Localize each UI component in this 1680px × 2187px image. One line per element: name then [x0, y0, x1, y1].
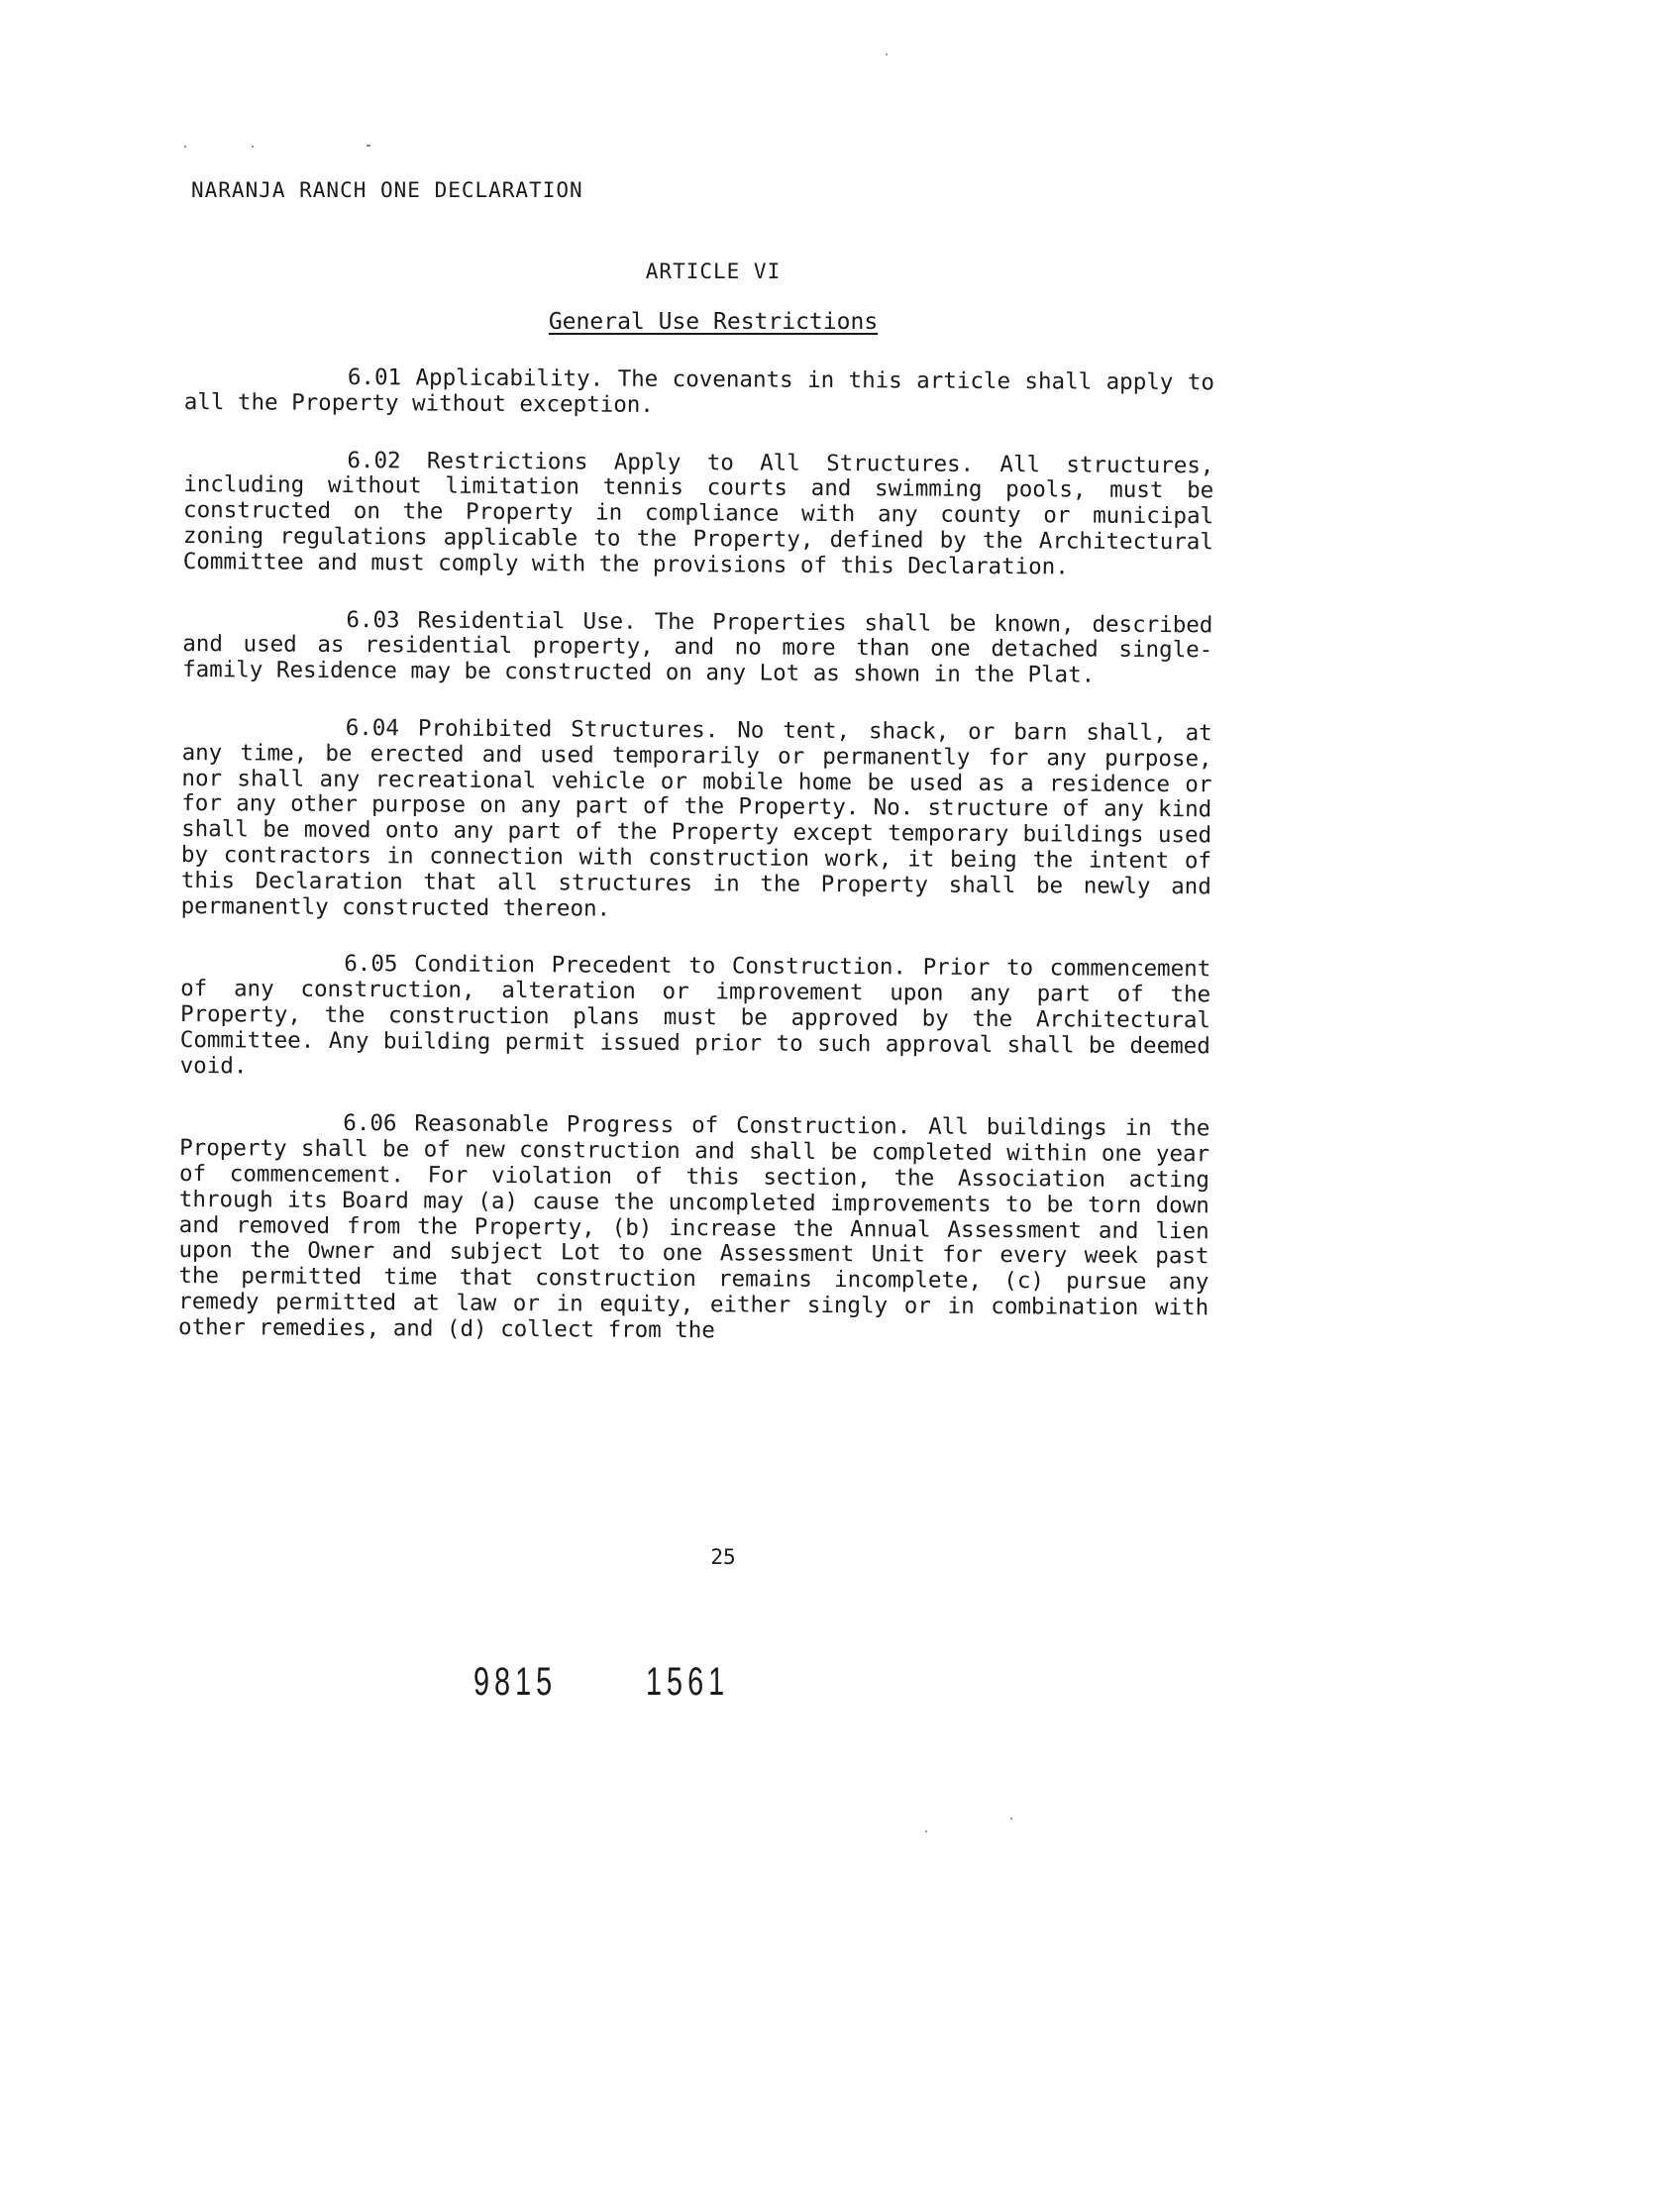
scan-speck	[367, 145, 370, 147]
record-book-stamp: 9815	[473, 1660, 558, 1704]
scan-speck	[886, 53, 888, 55]
paragraph-6-02: 6.02 Restrictions Apply to All Structures. All structures, including without limitation tennis courts and swimming pools, must be constructed on the Property in compliance with any county or municipal zoning regulations applicable to the Property, defined by the Architectural Committee and must comply with the provisions of this Declaration.	[182, 447, 1214, 580]
paragraph-6-03: 6.03 Residential Use. The Properties shall be known, described and used as residential property, and no more than one detached single-family Residence may be constructed on any Lot as shown in the Plat.	[182, 606, 1213, 688]
scan-speck	[925, 1830, 927, 1832]
paragraph-6-04: 6.04 Prohibited Structures. No tent, shack, or barn shall, at any time, be erected and used temporarily or permanently for any purpose, nor shall any recreational vehicle or mobile home be used as a residence or for any other purpose on any part of the Property. No. structure of any kind shall be moved onto any part of the Property except temporary buildings used by contractors in connection with construction work, it being the intent of this Declaration that all structures in the Property shall be newly and permanently constructed thereon.	[180, 714, 1212, 922]
section-heading: General Use Restrictions	[548, 309, 879, 335]
scan-speck	[184, 146, 186, 148]
article-body	[178, 364, 1214, 1379]
page-number: 25	[710, 1545, 736, 1569]
document-title: NARANJA RANCH ONE DECLARATION	[191, 178, 583, 202]
scan-speck	[1010, 1818, 1012, 1820]
record-page-stamp: 1561	[646, 1660, 730, 1704]
article-number: ARTICLE VI	[645, 260, 782, 283]
paragraph-6-05: 6.05 Condition Precedent to Construction. Prior to commencement of any construction, alteration or improvement upon any part of the Property, the construction plans must be approved by the Architectural Committee. Any building permit issued prior to such approval shall be deemed void.	[179, 951, 1211, 1079]
paragraph-6-01: 6.01 Applicability. The covenants in this article shall apply to all the Property without exception.	[183, 364, 1214, 418]
paragraph-6-06: 6.06 Reasonable Progress of Construction. All buildings in the Property shall be of new construction and shall be completed within one year of commencement. For violation of this section, the Association acting through its Board may (a) cause the uncompleted improvements to be torn down and removed from the Property, (b) increase the Annual Assessment and lien upon the Owner and subject Lot to one Assessment Unit for every week past the permitted time that construction remains incomplete, (c) pursue any remedy permitted at law or in equity, either singly or in combination with other remedies, and (d) collect from the	[177, 1110, 1210, 1343]
scan-speck	[252, 146, 254, 148]
